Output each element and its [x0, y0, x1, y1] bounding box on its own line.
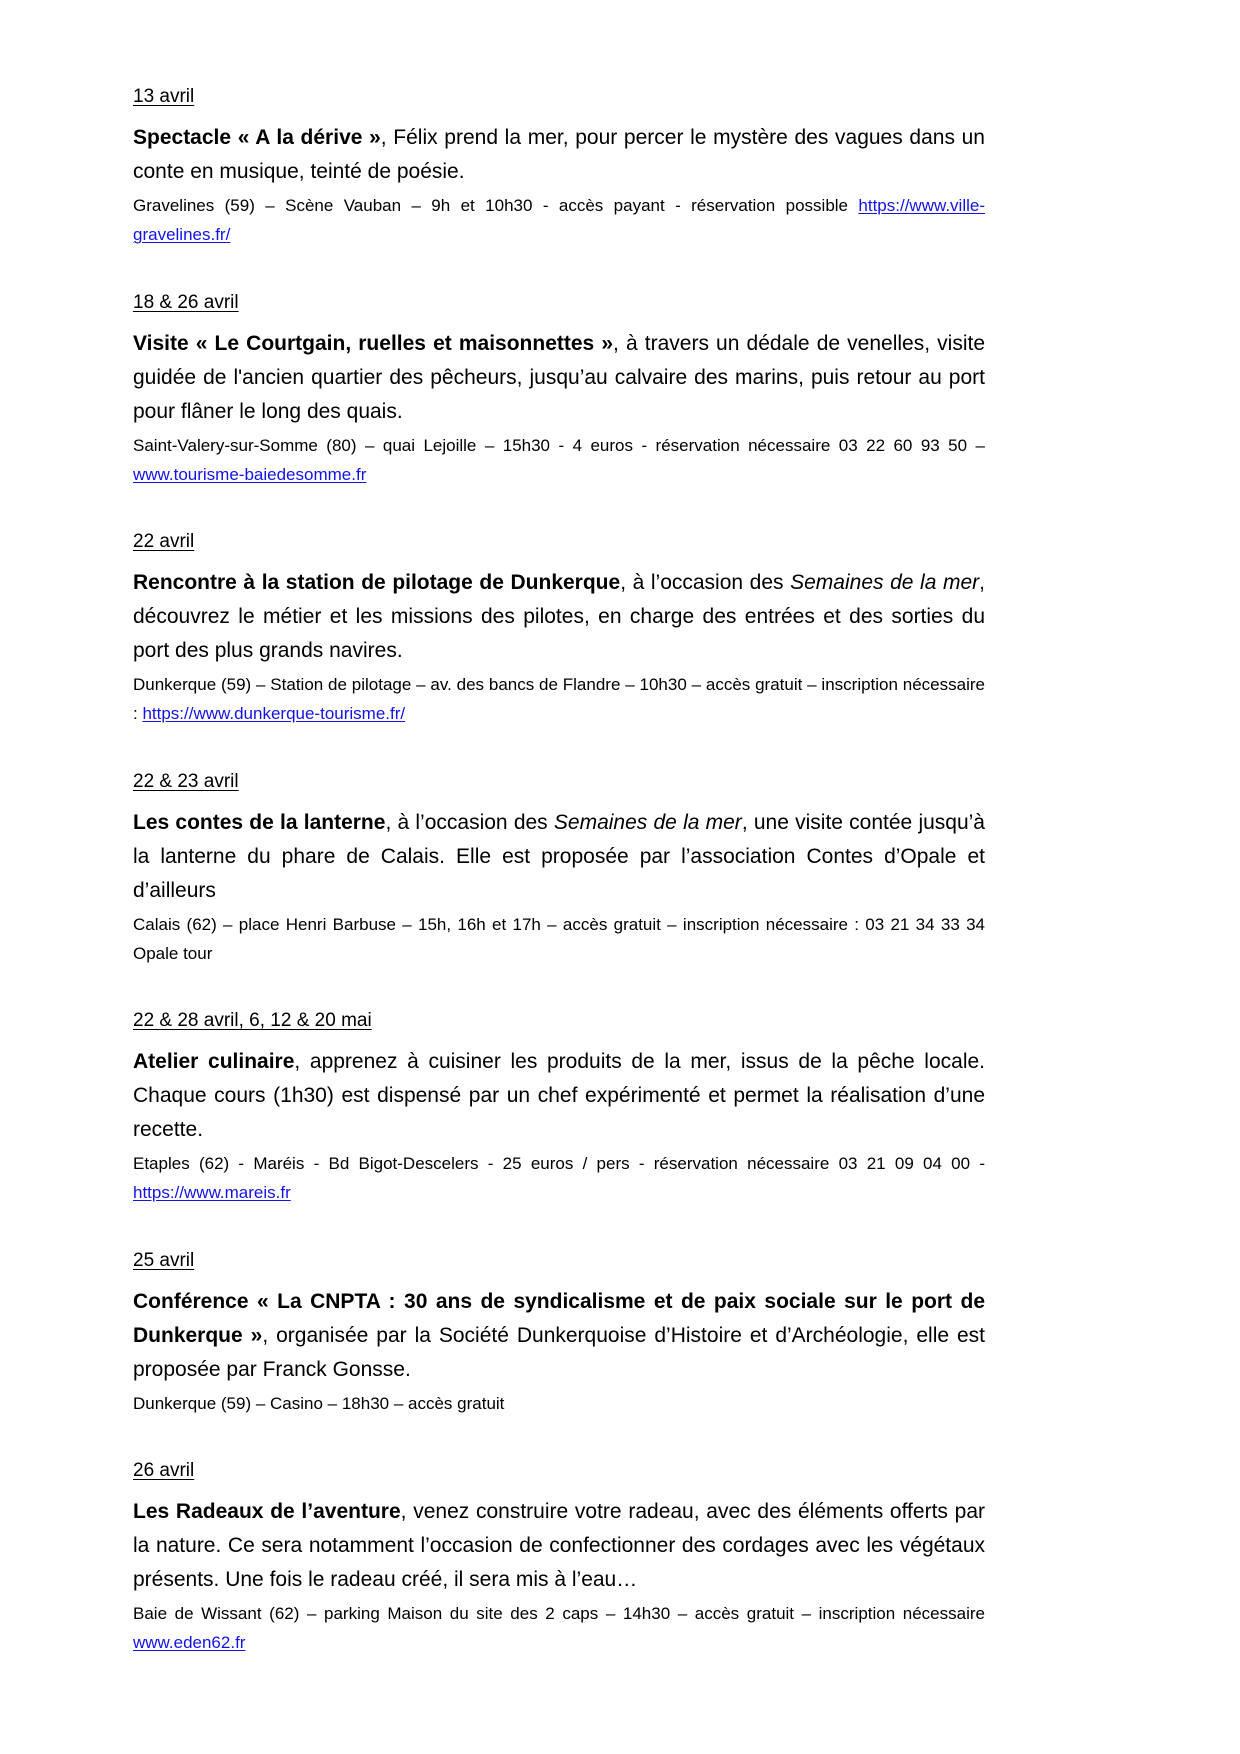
event-section — [133, 531, 985, 729]
event-description — [133, 1495, 985, 1597]
event-text: , à travers un dédale de venelles, visite guidée de l'ancien quartier des pêcheurs, jusqu’au calvaire des marins, puis retour au port pour flâner le long des quais. — [133, 331, 985, 423]
event-link[interactable]: www.tourisme-baiedesomme.fr — [133, 464, 367, 484]
event-link[interactable]: www.eden62.fr — [133, 1633, 246, 1653]
event-text: , découvrez le métier et les missions des pilotes, en charge des entrées et des sorties du port des plus grands navires. — [133, 571, 985, 663]
event-section — [133, 1250, 985, 1418]
event-section — [133, 1460, 985, 1658]
event-title: Spectacle « A la dérive » — [133, 126, 381, 149]
event-link[interactable]: https://www.dunkerque-tourisme.fr/ — [142, 704, 406, 724]
event-text: , Félix prend la mer, pour percer le mystère des vagues dans un conte en musique, teinté de poésie. — [133, 126, 985, 184]
event-text: , à l’occasion des — [385, 810, 554, 834]
event-title: Les contes de la lanterne — [133, 810, 386, 834]
event-date-heading: 22 & 28 avril, 6, 12 & 20 mai — [133, 1010, 372, 1032]
event-details — [133, 191, 985, 249]
event-description — [133, 1285, 985, 1387]
event-details — [133, 1149, 985, 1207]
event-description — [133, 1045, 985, 1147]
event-details — [133, 431, 985, 489]
event-text: , apprenez à cuisiner les produits de la mer, issus de la pêche locale. Chaque cours (1h30) est dispensé par un chef expérimenté et permet la réalisation d’une recette. — [133, 1050, 986, 1142]
event-date-heading: 22 avril — [133, 531, 195, 553]
event-title: Rencontre à la station de pilotage de Dunkerque — [133, 571, 621, 595]
event-text: , organisée par la Société Dunkerquoise d’Histoire et d’Archéologie, elle est proposée par Franck Gonsse. — [133, 1323, 985, 1381]
event-section — [133, 292, 985, 490]
event-location-text: Calais (62) – place Henri Barbuse – 15h, 16h et 17h – accès gratuit – inscription nécessaire : 03 21 34 33 34 Opale tour — [133, 914, 985, 963]
event-text: , à l’occasion des — [620, 571, 791, 595]
event-location-text: Gravelines (59) – Scène Vauban – 9h et 10h30 - accès payant - réservation possible — [133, 196, 859, 216]
event-date-heading: 22 & 23 avril — [133, 770, 239, 792]
event-description — [133, 566, 985, 668]
event-title: Les Radeaux de l’aventure — [133, 1499, 401, 1523]
event-details — [133, 670, 985, 728]
event-text-italic: Semaines de la mer — [553, 810, 742, 834]
event-title: Conférence « La CNPTA : 30 ans de syndicalisme et de paix sociale sur le port de Dunkerque » — [133, 1289, 985, 1347]
event-link[interactable]: https://www.ville-gravelines.fr/ — [133, 196, 985, 245]
event-location-text: Saint-Valery-sur-Somme (80) – quai Lejoille – 15h30 - 4 euros - réservation nécessaire 03 22 60 93 50 – — [133, 435, 985, 455]
event-text: , venez construire votre radeau, avec des éléments offerts par la nature. Ce sera notamment l’occasion de confectionner des cordages avec les végétaux présents. Une fois le radeau créé, il sera mis à l’eau… — [133, 1499, 985, 1591]
event-date-heading: 13 avril — [133, 86, 195, 107]
event-location-text: Dunkerque (59) – Casino – 18h30 – accès gratuit — [133, 1393, 505, 1413]
event-description — [133, 806, 985, 908]
event-date-heading: 18 & 26 avril — [133, 291, 239, 313]
event-text: , une visite contée jusqu’à la lanterne du phare de Calais. Elle est proposée par l’association Contes d’Opale et d’ailleurs — [133, 810, 985, 902]
event-title: Visite « Le Courtgain, ruelles et maisonnettes » — [133, 331, 614, 355]
event-details — [133, 1599, 985, 1657]
event-section — [133, 86, 985, 250]
event-location-text: Dunkerque (59) – Station de pilotage – av. des bancs de Flandre – 10h30 – accès gratuit – inscription nécessaire : — [133, 675, 985, 724]
event-description — [133, 327, 985, 429]
event-date-heading: 25 avril — [133, 1249, 195, 1271]
event-section — [133, 1010, 985, 1208]
event-description — [133, 121, 985, 189]
event-details — [133, 1389, 985, 1418]
event-section — [133, 771, 985, 969]
event-text-italic: Semaines de la mer — [790, 571, 980, 595]
event-date-heading: 26 avril — [133, 1459, 195, 1481]
event-title: Atelier culinaire — [133, 1050, 295, 1074]
event-location-text: Etaples (62) - Maréis - Bd Bigot-Descelers - 25 euros / pers - réservation nécessaire 03 21 09 04 00 - — [133, 1154, 985, 1174]
event-location-text: Baie de Wissant (62) – parking Maison du site des 2 caps – 14h30 – accès gratuit – inscription nécessaire — [133, 1603, 985, 1623]
event-details — [133, 910, 985, 968]
event-link[interactable]: https://www.mareis.fr — [133, 1183, 291, 1203]
